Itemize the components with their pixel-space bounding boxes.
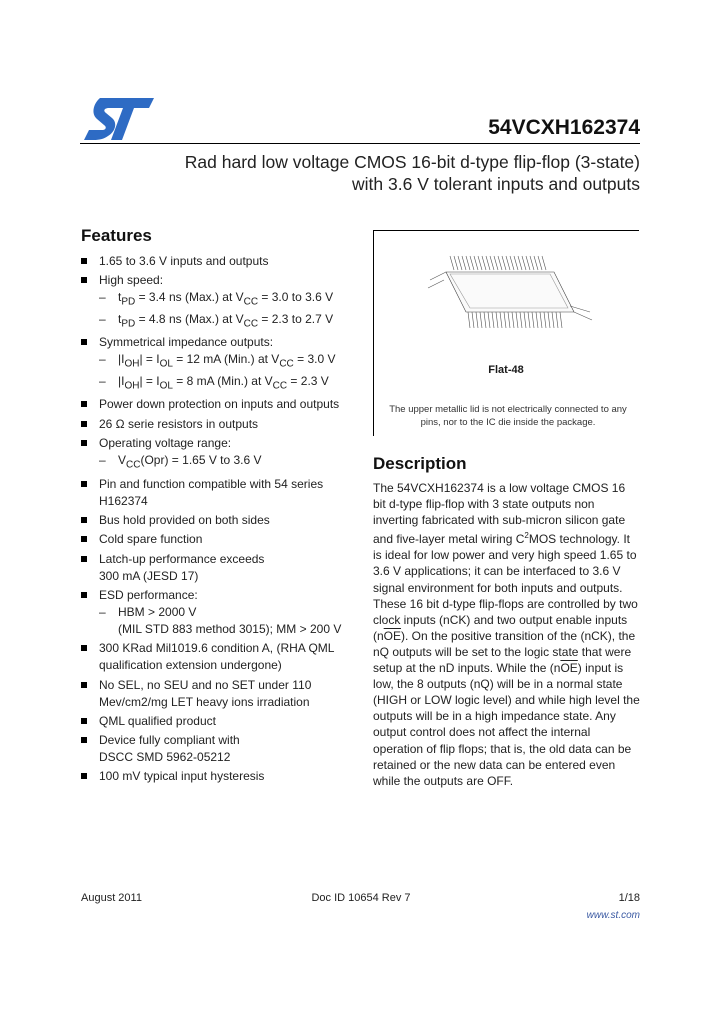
footer-doc-id: Doc ID 10654 Rev 7	[311, 892, 411, 904]
package-note: The upper metallic lid is not electrically connected to any pins, nor to the IC die inside the package.	[389, 404, 627, 428]
bullet-icon	[81, 440, 87, 446]
bullet-icon	[81, 517, 87, 523]
features-list	[80, 253, 350, 788]
bullet-icon	[81, 536, 87, 542]
list-item: Latch-up performance exceeds 300 mA (JESD 17)	[80, 551, 350, 585]
list-item: Operating voltage range: – $V_{CC}(Opr) = 1.65$ V to 3.6 V	[80, 435, 350, 473]
bullet-icon	[81, 556, 87, 562]
sub-item: – $|I_{OH}| = I_{OL} = 12$ mA (Min.) at $V_{CC} = 3.0$ V	[99, 352, 336, 370]
list-item: 100 mV typical input hysteresis	[80, 768, 350, 785]
st-logo	[82, 96, 156, 142]
sub-item: – $t_{PD} = 3.4$ ns (Max.) at $V_{CC} = 3.0$ to 3.6 V	[99, 290, 334, 308]
bullet-icon	[81, 682, 87, 688]
part-number: 54VCXH162374	[488, 116, 640, 139]
list-item: No SEL, no SEU and no SET under 110 Mev/cm2/mg LET heavy ions irradiation	[80, 677, 350, 711]
list-item: QML qualified product	[80, 713, 350, 730]
package-label: Flat-48	[488, 364, 524, 376]
bullet-icon	[81, 421, 87, 427]
list-item: ESD performance: – HBM > 2000 V (MIL STD 883 method 3015); MM > 200 V	[80, 587, 350, 638]
list-item: 300 KRad Mil1019.6 condition A, (RHA QML qualification extension undergone)	[80, 640, 350, 674]
bullet-icon	[81, 258, 87, 264]
bullet-icon	[81, 481, 87, 487]
bullet-icon	[81, 737, 87, 743]
features-heading: Features	[81, 226, 152, 245]
subtitle-line-1: Rad hard low voltage CMOS 16-bit d-type flip-flop (3-state)	[184, 152, 640, 172]
sub-item: – $|I_{OH}| = I_{OL} = 8$ mA (Min.) at $V_{CC} = 2.3$ V	[99, 373, 329, 392]
flat-48-package-image	[424, 250, 604, 350]
footer-date: August 2011	[81, 892, 142, 904]
list-item: Pin and function compatible with 54 series H162374	[80, 476, 350, 510]
sub-item: – $t_{PD} = 4.8$ ns (Max.) at $V_{CC} = 2.3$ to 2.7 V	[99, 311, 334, 330]
sub-item: – $V_{CC}(Opr) = 1.65$ V to 3.6 V	[99, 453, 262, 471]
footer-url-link[interactable]: www.st.com	[586, 910, 640, 921]
list-item: Bus hold provided on both sides	[80, 512, 350, 529]
list-item: Cold spare function	[80, 531, 350, 548]
bullet-icon	[81, 773, 87, 779]
bullet-icon	[81, 339, 87, 345]
sub-item: – HBM > 2000 V (MIL STD 883 method 3015); MM > 200 V	[99, 604, 342, 636]
list-item: Power down protection on inputs and outputs	[80, 396, 350, 413]
bullet-icon	[81, 401, 87, 407]
bullet-icon	[81, 592, 87, 598]
bullet-icon	[81, 277, 87, 283]
list-item: Symmetrical impedance outputs: – $|I_{OH}| = I_{OL} = 12$ mA (Min.) at $V_{CC} = 3.0$ V – $|I_{OH}| = I_{OL} = 8$ mA (Min.) at $V_{CC} = 2.3$ V	[80, 334, 350, 394]
description-text: The 54VCXH162374 is a low voltage CMOS 16 bit d-type flip-flop with 3 state outputs non inverting fabricated with sub-micron silicon gate and five-layer metal wiring $C^2MOS$ technology. It is ideal for low power and very high speed 1.65 to 3.6 V applications; it can be interfaced to 3.6 V signal environment for both inputs and outputs. These 16 bit d-type flip-flops are controlled by two clock inputs (nCK) and two output enable inputs $(n\overline{OE})$. On the positive transition of the (nCK), the nQ outputs will be set to the logic state that were setup at the nD inputs. While the $(n\overline{OE})$ input is low, the 8 outputs (nQ) will be in a normal state (HIGH or LOW logic level) and while high level the outputs will be in a high impedance state. Any output control does not affect the internal operation of flip flops; that is, the old data can be retained or the new data can be entered even while the outputs are OFF.	[373, 481, 640, 788]
header-divider	[80, 143, 640, 144]
list-item: 26 Ω serie resistors in outputs	[80, 416, 350, 433]
list-item: High speed: – $t_{PD} = 3.4$ ns (Max.) at $V_{CC} = 3.0$ to 3.6 V – $t_{PD} = 4.8$ ns (Max.) at $V_{CC} = 2.3$ to 2.7 V	[80, 272, 350, 332]
bullet-icon	[81, 645, 87, 651]
list-item: 1.65 to 3.6 V inputs and outputs	[80, 253, 350, 270]
footer-page-number: 1/18	[618, 892, 640, 904]
list-item: Device fully compliant with DSCC SMD 5962-05212	[80, 732, 350, 766]
bullet-icon	[81, 718, 87, 724]
subtitle-line-2: with 3.6 V tolerant inputs and outputs	[352, 174, 640, 194]
description-heading: Description	[373, 454, 467, 473]
document-subtitle	[80, 151, 640, 195]
